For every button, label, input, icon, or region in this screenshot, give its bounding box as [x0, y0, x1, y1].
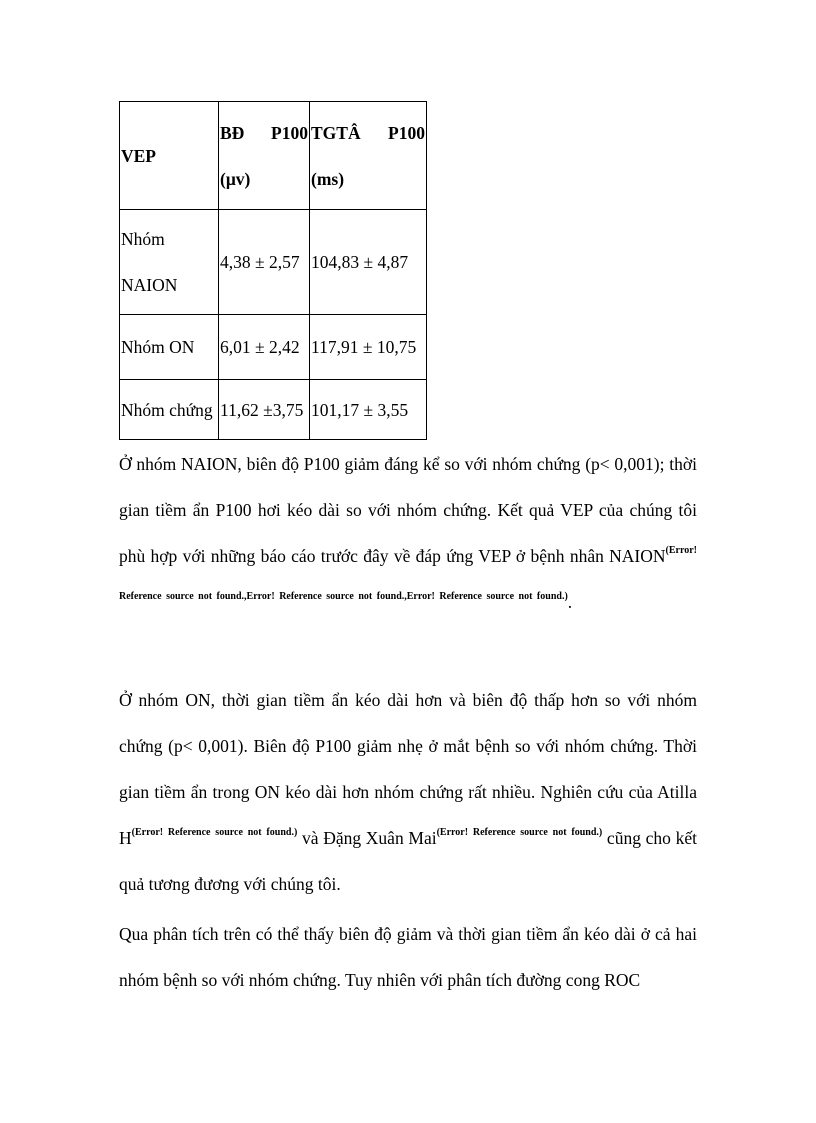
header-amplitude-line1	[220, 110, 308, 156]
paragraph-on-text-2: và Đặng Xuân Mai	[297, 828, 437, 848]
amplitude-cell: 4,38 ± 2,57	[219, 210, 310, 315]
header-amplitude	[219, 102, 310, 210]
header-amplitude-unit: (μv)	[220, 168, 251, 189]
header-latency-unit: (ms)	[311, 168, 345, 189]
amplitude-cell: 11,62 ±3,75	[219, 380, 310, 440]
header-latency	[310, 102, 427, 210]
paragraph-naion	[119, 441, 697, 625]
header-latency-label: TGTÂ	[311, 122, 361, 143]
header-amplitude-label: BĐ	[220, 122, 245, 143]
table-header-row	[120, 102, 427, 210]
group-label-line2: NAION	[121, 275, 178, 295]
group-cell	[120, 210, 219, 315]
latency-cell: 117,91 ± 10,75	[310, 315, 427, 380]
paragraph-naion-end: .	[567, 592, 573, 612]
header-latency-line1	[311, 110, 425, 156]
table-row	[120, 210, 427, 315]
vep-results-table	[119, 101, 427, 440]
group-label: Nhóm	[121, 229, 165, 249]
paragraph-summary	[119, 911, 697, 1003]
header-vep	[120, 102, 219, 210]
paragraph-naion-text: Ở nhóm NAION, biên độ P100 giảm đáng kể so với nhóm chứng (p< 0,001); thời gian tiềm ẩn P100 hơi kéo dài so với nhóm chứng. Kết quả VEP của chúng tôi phù hợp với những báo cáo trước đây về đáp ứng VEP ở bệnh nhân NAION	[119, 454, 697, 566]
header-vep-label: VEP	[121, 145, 156, 166]
table-row	[120, 315, 427, 380]
paragraph-on-text: Ở nhóm ON, thời gian tiềm ẩn kéo dài hơn và biên độ thấp hơn so với nhóm chứng (p< 0,001). Biên độ P100 giảm nhẹ ở mắt bệnh so với nhóm chứng. Thời gian tiềm ẩn trong ON kéo dài hơn nhóm chứng rất nhiều. Nghiên cứu của Atilla H	[119, 690, 697, 848]
group-cell: Nhóm chứng	[120, 380, 219, 440]
reference-error-citation: (Error! Reference source not found.)	[131, 827, 298, 838]
paragraph-on-text-3: cũng cho kết quả tương đương với chúng tôi.	[119, 828, 697, 894]
latency-cell: 104,83 ± 4,87	[310, 210, 427, 315]
group-cell: Nhóm ON	[120, 315, 219, 380]
header-latency-wave: P100	[388, 122, 425, 143]
paragraph-on	[119, 677, 697, 907]
amplitude-cell: 6,01 ± 2,42	[219, 315, 310, 380]
latency-cell: 101,17 ± 3,55	[310, 380, 427, 440]
reference-error-citation: (Error! Reference source not found.)	[436, 827, 603, 838]
paragraph-summary-text: Qua phân tích trên có thể thấy biên độ giảm và thời gian tiềm ẩn kéo dài ở cả hai nhóm bệnh so với nhóm chứng. Tuy nhiên với phân tích đường cong ROC	[119, 924, 697, 990]
table-row	[120, 380, 427, 440]
reference-error-citation: (Error! Reference source not found.,Error! Reference source not found.,Error! Reference source not found.)	[119, 545, 697, 602]
header-amplitude-wave: P100	[271, 122, 308, 143]
